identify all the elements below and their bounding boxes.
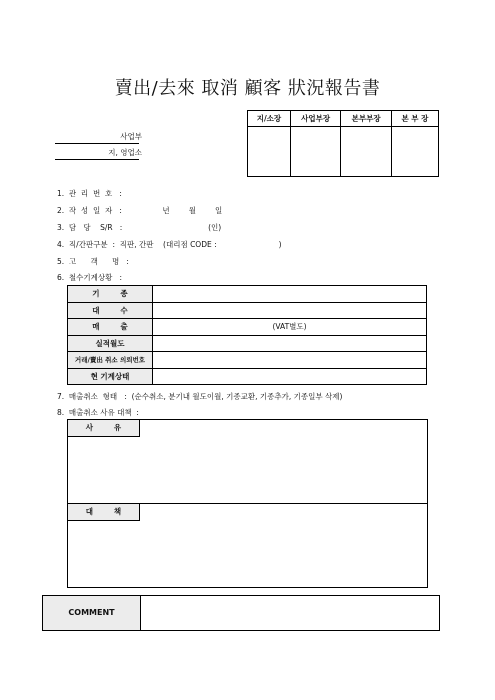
approval-stamp-cell[interactable] xyxy=(391,127,438,177)
status-value-model[interactable] xyxy=(153,286,427,303)
approval-table xyxy=(247,110,439,177)
status-value-sales[interactable]: (VAT별도) xyxy=(153,319,427,336)
comment-input-area[interactable] xyxy=(141,596,439,630)
approval-stamp-cell[interactable] xyxy=(290,127,340,177)
approval-header-hq-department-manager: 본부부장 xyxy=(341,111,391,127)
status-label-performance-month: 실적월도 xyxy=(68,335,153,352)
approval-header-hq-manager: 본 부 장 xyxy=(391,111,438,127)
status-label-sales: 매 출 xyxy=(68,319,153,336)
measures-text-area[interactable] xyxy=(68,521,427,587)
branch-label: 지, 영업소 xyxy=(108,148,142,157)
comment-label: COMMENT xyxy=(43,596,141,630)
reason-measures-box xyxy=(67,419,428,588)
status-value-current-machine-state[interactable] xyxy=(153,368,427,385)
approval-stamp-cell[interactable] xyxy=(248,127,291,177)
item-cancellation-type: 7. 매출취소 형태 : (순수취소, 분기내 월도이월, 기종교환, 기종추가, 기종일부 삭제) xyxy=(57,392,343,401)
item-date-written: 2. 작 성 일 자 : 년 월 일 xyxy=(57,206,223,215)
reason-text-area[interactable] xyxy=(68,437,427,503)
status-value-cancel-request-number[interactable] xyxy=(153,352,427,369)
item-customer-name: 5. 고 객 명 : xyxy=(57,257,129,266)
item-management-number: 1. 관 리 번 호 : xyxy=(57,189,122,198)
item-machine-status: 6. 철수기계상황 : xyxy=(57,273,123,282)
measures-label: 대 책 xyxy=(68,504,140,521)
approval-header-branch-manager: 지/소장 xyxy=(248,111,291,127)
approval-header-division-manager: 사업부장 xyxy=(290,111,340,127)
division-underline xyxy=(55,143,139,144)
status-value-quantity[interactable] xyxy=(153,302,427,319)
status-label-cancel-request-number: 거래/賣出 취소 의뢰번호 xyxy=(68,352,153,369)
item-cancellation-reason-measures: 8. 매출취소 사유 대책 : xyxy=(57,408,139,417)
status-label-model: 기 종 xyxy=(68,286,153,303)
item-sales-rep: 3. 담 당 S/R : (인) xyxy=(57,223,222,232)
status-label-current-machine-state: 현 기계상태 xyxy=(68,368,153,385)
document-title: 賣出/去來 取消 顧客 狀況報告書 xyxy=(114,78,381,99)
branch-underline xyxy=(55,159,139,160)
approval-stamp-cell[interactable] xyxy=(341,127,391,177)
status-value-performance-month[interactable] xyxy=(153,335,427,352)
comment-box xyxy=(42,595,440,631)
division-label: 사업부 xyxy=(120,132,142,141)
item-direct-indirect: 4. 직/간판구분 : 직판, 간판 (대리점 CODE : ) xyxy=(57,240,282,249)
status-label-quantity: 대 수 xyxy=(68,302,153,319)
machine-status-table xyxy=(67,285,427,385)
reason-label: 사 유 xyxy=(68,420,140,437)
